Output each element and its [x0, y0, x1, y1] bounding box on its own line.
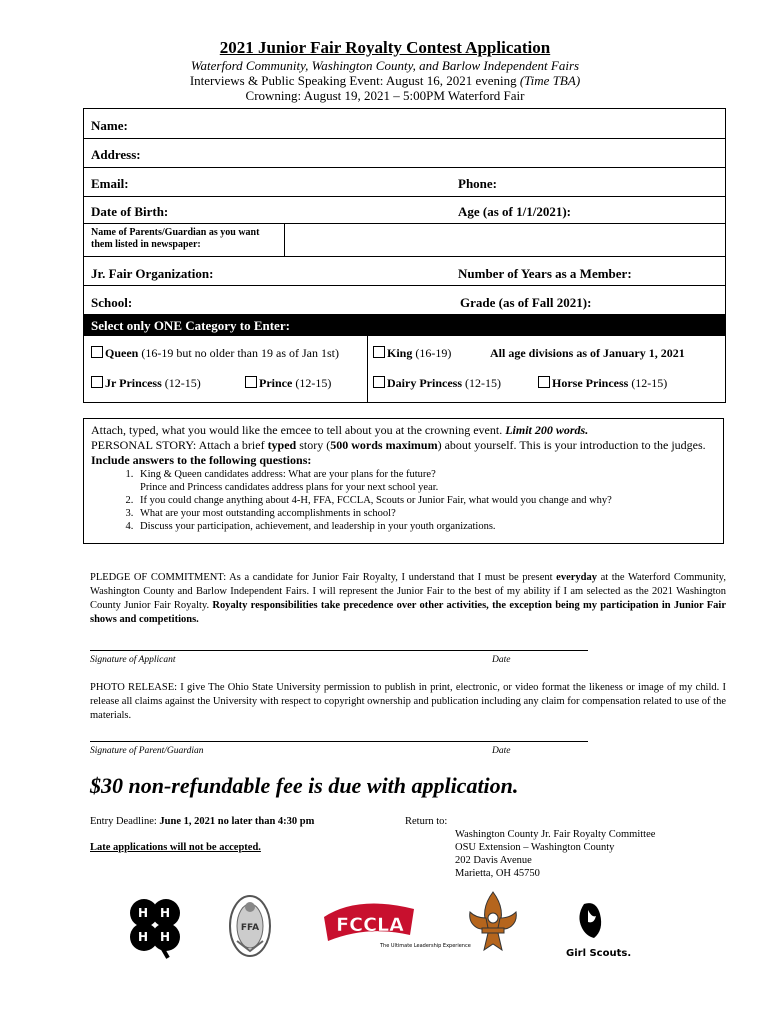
fee-notice: $30 non-refundable fee is due with application.: [90, 773, 519, 798]
personal-story-instructions: [91, 438, 716, 468]
category-header: [84, 315, 725, 336]
jr-princess-checkbox[interactable]: [91, 376, 103, 388]
applicant-date-label: Date: [492, 655, 511, 665]
school-row[interactable]: [84, 286, 725, 315]
school-label: School:: [91, 295, 133, 310]
emcee-text: Attach, typed, what you would like the emcee to tell about you at the crowning event.: [91, 423, 506, 437]
header-crowning: Crowning: August 19, 2021 – 5:00PM Waterford Fair: [245, 88, 525, 103]
question-list: [91, 468, 716, 533]
ffa-emblem-icon: [227, 893, 273, 964]
story-typed: typed: [267, 438, 297, 452]
question-item: 4. Discuss your participation, achievement, and leadership in your youth organizations.: [136, 520, 716, 533]
story-text-c: story (: [296, 438, 331, 452]
queen-option[interactable]: [91, 346, 339, 361]
prince-label: Prince: [259, 376, 293, 390]
jr-princess-age: (12-15): [161, 376, 201, 390]
application-form: [83, 108, 726, 403]
guardian-signature-label: Signature of Parent/Guardian: [90, 746, 204, 756]
fccla-text: FCCLA: [336, 914, 404, 936]
address-row[interactable]: [84, 139, 725, 168]
story-word-max: 500 words maximum: [330, 438, 438, 452]
header: [0, 38, 770, 103]
prince-option[interactable]: [245, 376, 331, 391]
dairy-princess-option[interactable]: [373, 376, 501, 391]
age-label: Age (as of 1/1/2021):: [458, 204, 572, 219]
dairy-princess-checkbox[interactable]: [373, 376, 385, 388]
svg-text:H: H: [160, 906, 171, 920]
guardian-label: Name of Parents/Guardian as you want them listed in newspaper:: [91, 227, 260, 250]
deadline-label: Entry Deadline:: [90, 816, 160, 827]
jr-princess-label: Jr Princess: [105, 376, 162, 390]
time-tba: (Time TBA): [519, 73, 581, 88]
question-1b: Prince and Princess candidates address plans for your next school year.: [140, 482, 439, 493]
queen-label: Queen: [105, 346, 139, 360]
page-title: 2021 Junior Fair Royalty Contest Application: [219, 38, 551, 57]
pledge-a: PLEDGE OF COMMITMENT: As a candidate for Junior Fair Royalty, I understand that I must be present: [90, 572, 557, 583]
dob-label: Date of Birth:: [91, 204, 169, 219]
address-label: Address:: [91, 147, 141, 162]
guardian-row: [84, 224, 725, 257]
applicant-signature-line[interactable]: [90, 650, 588, 651]
prince-checkbox[interactable]: [245, 376, 257, 388]
queen-age: (16-19 but no older than 19 as of Jan 1st): [138, 346, 339, 360]
king-option[interactable]: [373, 346, 451, 361]
jr-princess-option[interactable]: [91, 376, 201, 391]
prince-age: (12-15): [292, 376, 332, 390]
guardian-date-label: Date: [492, 746, 511, 756]
return-address: [455, 828, 655, 880]
category-options: [84, 336, 725, 402]
return-line-3: 202 Davis Avenue: [455, 855, 532, 866]
header-fairs: Waterford Community, Washington County, and Barlow Independent Fairs: [190, 58, 580, 73]
story-questions-intro: Include answers to the following questions:: [91, 453, 312, 467]
phone-label: Phone:: [458, 176, 497, 191]
header-interviews: [0, 73, 770, 88]
question-item: 2. If you could change anything about 4-H, FFA, FCCLA, Scouts or Junior Fair, what would you change and why?: [136, 494, 716, 507]
age-divisions-note: All age divisions as of January 1, 2021: [490, 346, 685, 360]
pledge-responsibilities: Royalty responsibilities take precedence over other activities, the exception being my participation in Junior Fair shows and competitions.: [90, 600, 726, 625]
dob-row[interactable]: [84, 197, 725, 224]
return-line-4: Marietta, OH 45750: [455, 868, 540, 879]
org-label: Jr. Fair Organization:: [91, 266, 214, 281]
word-limit: Limit 200 words.: [505, 423, 589, 437]
king-checkbox[interactable]: [373, 346, 385, 358]
name-label: Name:: [91, 118, 128, 133]
entry-deadline: [90, 815, 314, 828]
pledge-everyday: everyday: [556, 572, 597, 583]
dairy-princess-age: (12-15): [461, 376, 501, 390]
emcee-instructions: [91, 423, 716, 438]
fleur-de-lis-icon: [464, 890, 522, 963]
svg-text:H: H: [138, 930, 149, 944]
fccla-logo: [318, 895, 471, 960]
girl-scouts-text: Girl Scouts.: [566, 948, 632, 959]
guardian-field[interactable]: [284, 224, 725, 256]
return-to-label: Return to:: [405, 816, 448, 827]
interviews-text: Interviews & Public Speaking Event: August 16, 2021 evening: [189, 73, 520, 88]
question-item: 3. What are your most outstanding accomplishments in school?: [136, 507, 716, 520]
ffa-text: FFA: [240, 923, 260, 933]
question-1: King & Queen candidates address: What are your plans for the future?: [140, 469, 436, 480]
question-item: [136, 468, 716, 494]
horse-princess-age: (12-15): [628, 376, 668, 390]
four-h-clover-icon: [122, 893, 188, 964]
horse-princess-option[interactable]: [538, 376, 667, 391]
king-label: King: [387, 346, 413, 360]
story-text-e: ) about yourself. This is your introduction to the judges.: [437, 438, 706, 452]
return-line-1: Washington County Jr. Fair Royalty Committee: [455, 829, 656, 840]
deadline-date: June 1, 2021 no later than 4:30 pm: [159, 816, 315, 827]
svg-text:H: H: [160, 930, 171, 944]
name-row[interactable]: [84, 109, 725, 139]
pledge-paragraph: [90, 571, 726, 627]
email-row[interactable]: [84, 168, 725, 197]
return-line-2: OSU Extension – Washington County: [455, 842, 615, 853]
photo-release-paragraph: PHOTO RELEASE: I give The Ohio State University permission to publish in print, electronic, or video format the likeness or image of my child. I release all claims against the University with respect to copyright ownership and publication including any claim for compensation related to use of the materials.: [90, 682, 726, 721]
grade-label: Grade (as of Fall 2021):: [460, 295, 592, 310]
pledge-c: at the Waterford Community, Washington County and Barlow Independent Fairs. I will represent the Junior Fair to the best of my ability if I am selected as the 2021 Washington County Junior Fair Royalty.: [90, 572, 726, 611]
svg-text:H: H: [138, 906, 149, 920]
horse-princess-label: Horse Princess: [552, 376, 629, 390]
email-label: Email:: [91, 176, 129, 191]
years-label: Number of Years as a Member:: [458, 266, 632, 281]
horse-princess-checkbox[interactable]: [538, 376, 550, 388]
category-header-label: Select only ONE Category to Enter:: [91, 318, 290, 333]
applicant-signature-label: Signature of Applicant: [90, 655, 176, 665]
story-text-a: PERSONAL STORY: Attach a brief: [91, 438, 268, 452]
queen-checkbox[interactable]: [91, 346, 103, 358]
fccla-tagline: The Ultimate Leadership Experience: [380, 943, 471, 949]
girl-scouts-logo: [566, 900, 630, 965]
org-row[interactable]: [84, 257, 725, 286]
late-notice: Late applications will not be accepted.: [90, 842, 261, 853]
guardian-signature-line[interactable]: [90, 741, 588, 742]
dairy-princess-label: Dairy Princess: [387, 376, 462, 390]
personal-story-box: [83, 418, 724, 544]
king-age: (16-19): [412, 346, 452, 360]
category-divider: [367, 336, 368, 402]
